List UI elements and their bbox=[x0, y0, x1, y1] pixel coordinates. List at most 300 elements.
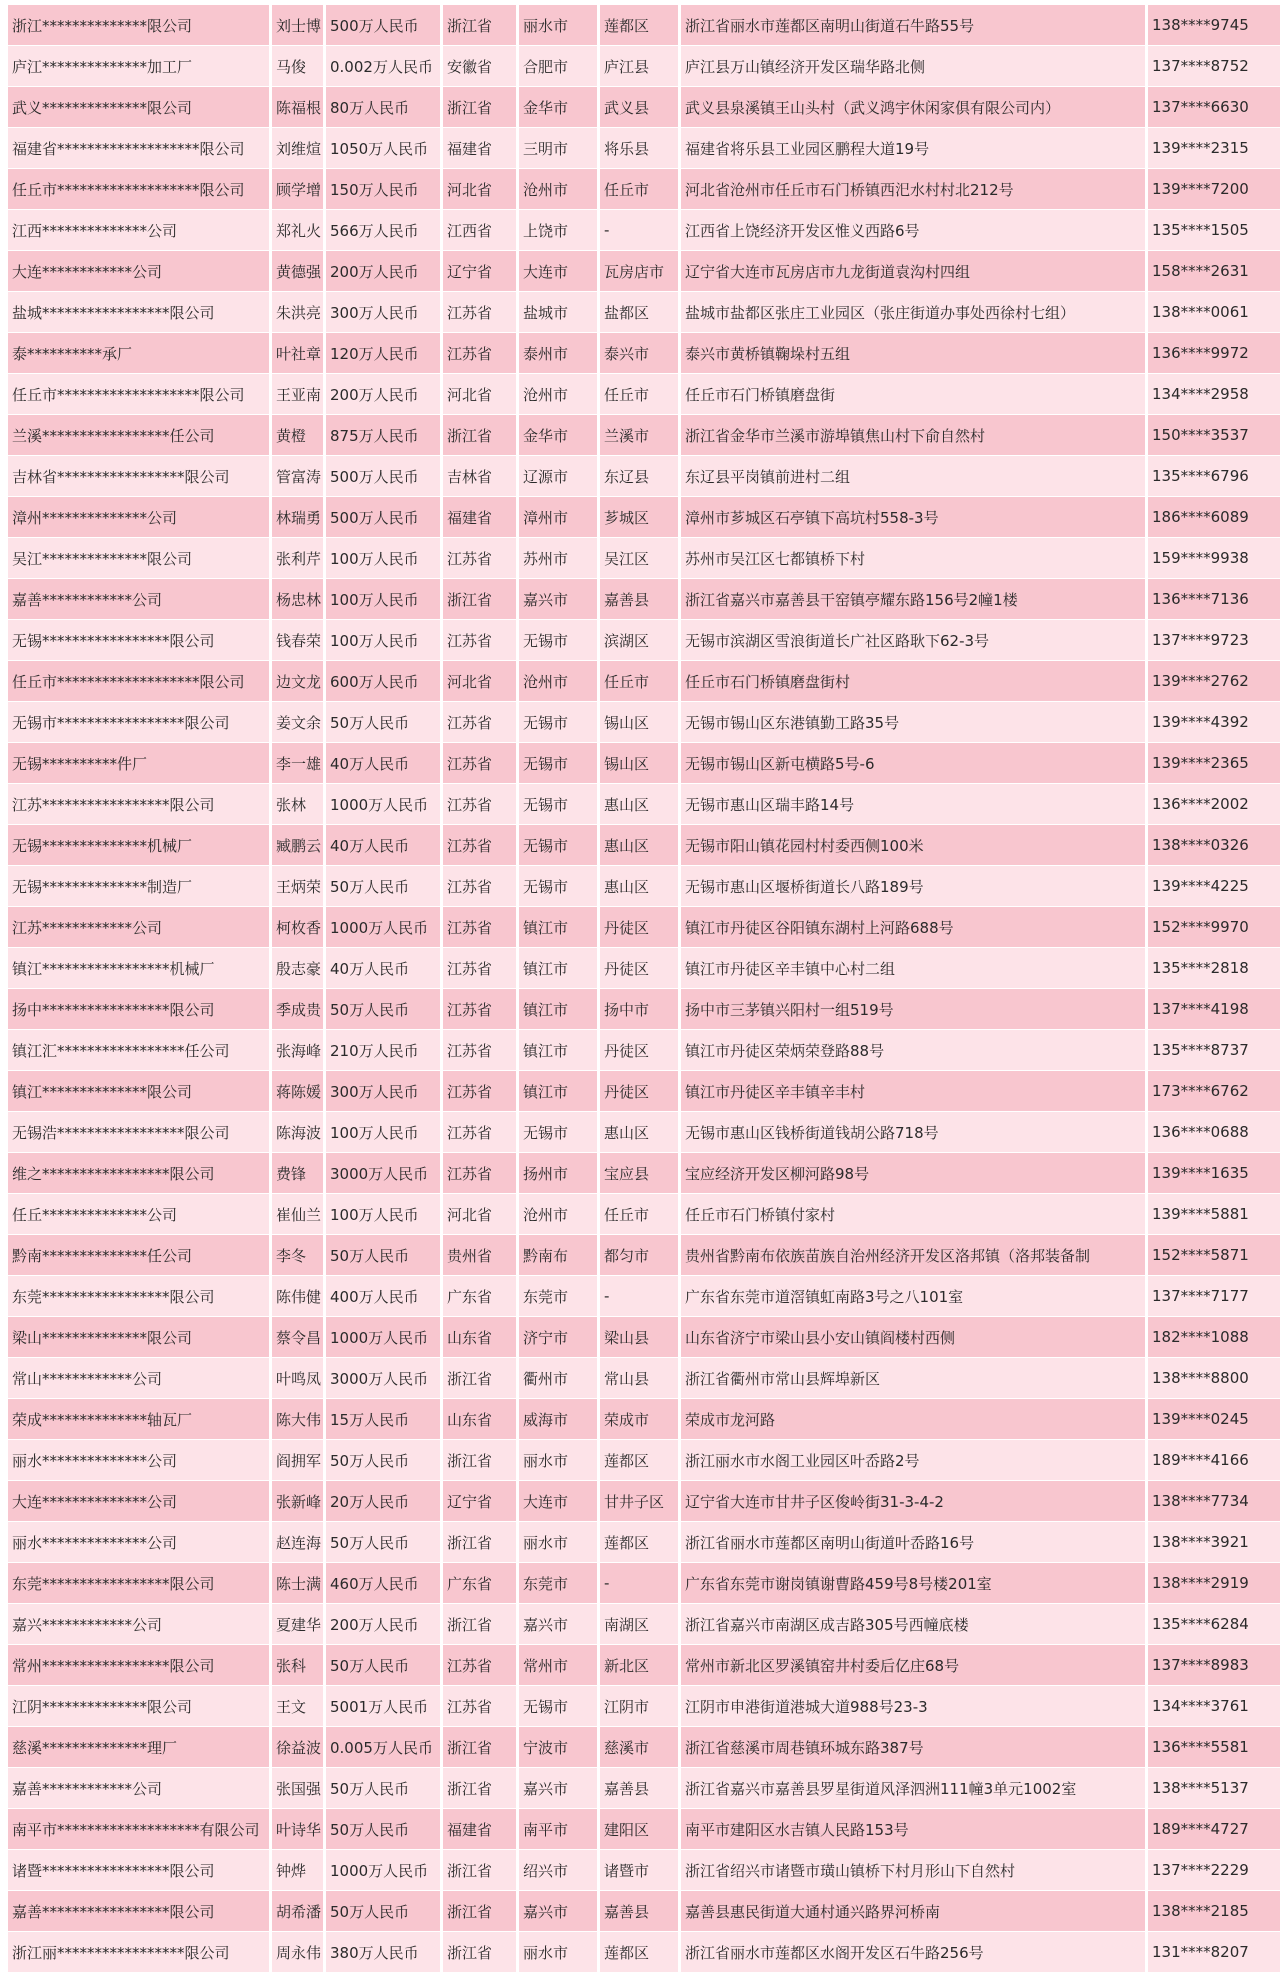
city-cell: 无锡市 bbox=[519, 620, 597, 661]
registered-capital-cell: 200万人民币 bbox=[326, 251, 440, 292]
legal-person-cell: 边文龙 bbox=[272, 661, 323, 702]
company-name-cell: 任丘市*******************限公司 bbox=[8, 374, 269, 415]
company-name-cell: 嘉善************公司 bbox=[8, 1768, 269, 1809]
phone-cell: 136****2002 bbox=[1148, 784, 1280, 825]
phone-cell: 136****0688 bbox=[1148, 1112, 1280, 1153]
phone-cell: 138****7734 bbox=[1148, 1481, 1280, 1522]
legal-person-cell: 黄橙 bbox=[272, 415, 323, 456]
registered-capital-cell: 300万人民币 bbox=[326, 292, 440, 333]
company-name-cell: 荣成**************轴瓦厂 bbox=[8, 1399, 269, 1440]
address-cell: 泰兴市黄桥镇鞠垛村五组 bbox=[681, 333, 1145, 374]
district-cell: 任丘市 bbox=[600, 374, 678, 415]
province-cell: 河北省 bbox=[443, 374, 516, 415]
table-row bbox=[8, 579, 1280, 620]
city-cell: 绍兴市 bbox=[519, 1850, 597, 1891]
company-name-cell: 漳州**************公司 bbox=[8, 497, 269, 538]
company-name-cell: 无锡浩*****************限公司 bbox=[8, 1112, 269, 1153]
address-cell: 镇江市丹徒区谷阳镇东湖村上河路688号 bbox=[681, 907, 1145, 948]
registered-capital-cell: 210万人民币 bbox=[326, 1030, 440, 1071]
phone-cell: 173****6762 bbox=[1148, 1071, 1280, 1112]
legal-person-cell: 李冬 bbox=[272, 1235, 323, 1276]
province-cell: 江苏省 bbox=[443, 1030, 516, 1071]
table-row bbox=[8, 948, 1280, 989]
address-cell: 无锡市阳山镇花园村村委西侧100米 bbox=[681, 825, 1145, 866]
district-cell: 瓦房店市 bbox=[600, 251, 678, 292]
phone-cell: 137****9723 bbox=[1148, 620, 1280, 661]
district-cell: - bbox=[600, 1276, 678, 1317]
company-name-cell: 江阴**************限公司 bbox=[8, 1686, 269, 1727]
city-cell: 三明市 bbox=[519, 128, 597, 169]
legal-person-cell: 张科 bbox=[272, 1645, 323, 1686]
address-cell: 浙江省嘉兴市嘉善县罗星街道风泽泗洲111幢3单元1002室 bbox=[681, 1768, 1145, 1809]
registered-capital-cell: 566万人民币 bbox=[326, 210, 440, 251]
city-cell: 嘉兴市 bbox=[519, 1768, 597, 1809]
company-name-cell: 浙江丽*****************限公司 bbox=[8, 1932, 269, 1973]
phone-cell: 139****2315 bbox=[1148, 128, 1280, 169]
table-row bbox=[8, 702, 1280, 743]
registered-capital-cell: 100万人民币 bbox=[326, 579, 440, 620]
registered-capital-cell: 100万人民币 bbox=[326, 538, 440, 579]
company-name-cell: 维之*****************限公司 bbox=[8, 1153, 269, 1194]
province-cell: 江苏省 bbox=[443, 743, 516, 784]
legal-person-cell: 马俊 bbox=[272, 46, 323, 87]
phone-cell: 138****8800 bbox=[1148, 1358, 1280, 1399]
district-cell: 莲都区 bbox=[600, 1522, 678, 1563]
registered-capital-cell: 100万人民币 bbox=[326, 620, 440, 661]
city-cell: 济宁市 bbox=[519, 1317, 597, 1358]
phone-cell: 139****0245 bbox=[1148, 1399, 1280, 1440]
city-cell: 无锡市 bbox=[519, 1686, 597, 1727]
phone-cell: 138****2919 bbox=[1148, 1563, 1280, 1604]
legal-person-cell: 周永伟 bbox=[272, 1932, 323, 1973]
address-cell: 盐城市盐都区张庄工业园区（张庄街道办事处西徐村七组） bbox=[681, 292, 1145, 333]
phone-cell: 135****8737 bbox=[1148, 1030, 1280, 1071]
table-row bbox=[8, 1235, 1280, 1276]
registered-capital-cell: 300万人民币 bbox=[326, 1071, 440, 1112]
company-name-cell: 庐江**************加工厂 bbox=[8, 46, 269, 87]
city-cell: 嘉兴市 bbox=[519, 1604, 597, 1645]
city-cell: 丽水市 bbox=[519, 1440, 597, 1481]
company-name-cell: 常州*****************限公司 bbox=[8, 1645, 269, 1686]
address-cell: 无锡市滨湖区雪浪街道长广社区路耿下62-3号 bbox=[681, 620, 1145, 661]
phone-cell: 158****2631 bbox=[1148, 251, 1280, 292]
legal-person-cell: 陈福根 bbox=[272, 87, 323, 128]
company-name-cell: 慈溪**************理厂 bbox=[8, 1727, 269, 1768]
registered-capital-cell: 500万人民币 bbox=[326, 456, 440, 497]
table-row bbox=[8, 46, 1280, 87]
table-row bbox=[8, 1153, 1280, 1194]
address-cell: 江阴市申港街道港城大道988号23-3 bbox=[681, 1686, 1145, 1727]
company-name-cell: 东莞*****************限公司 bbox=[8, 1276, 269, 1317]
district-cell: 武义县 bbox=[600, 87, 678, 128]
company-name-cell: 浙江**************限公司 bbox=[8, 5, 269, 46]
phone-cell: 139****7200 bbox=[1148, 169, 1280, 210]
phone-cell: 135****2818 bbox=[1148, 948, 1280, 989]
company-name-cell: 任丘市*******************限公司 bbox=[8, 661, 269, 702]
phone-cell: 182****1088 bbox=[1148, 1317, 1280, 1358]
company-name-cell: 无锡**************机械厂 bbox=[8, 825, 269, 866]
table-row bbox=[8, 1030, 1280, 1071]
table-row bbox=[8, 1686, 1280, 1727]
province-cell: 浙江省 bbox=[443, 1850, 516, 1891]
table-row bbox=[8, 292, 1280, 333]
table-row bbox=[8, 825, 1280, 866]
company-name-cell: 任丘市*******************限公司 bbox=[8, 169, 269, 210]
city-cell: 衢州市 bbox=[519, 1358, 597, 1399]
table-row bbox=[8, 87, 1280, 128]
legal-person-cell: 陈伟健 bbox=[272, 1276, 323, 1317]
legal-person-cell: 张林 bbox=[272, 784, 323, 825]
registered-capital-cell: 80万人民币 bbox=[326, 87, 440, 128]
province-cell: 江苏省 bbox=[443, 702, 516, 743]
table-row bbox=[8, 620, 1280, 661]
company-name-cell: 诸暨*****************限公司 bbox=[8, 1850, 269, 1891]
district-cell: 盐都区 bbox=[600, 292, 678, 333]
district-cell: 任丘市 bbox=[600, 1194, 678, 1235]
company-name-cell: 镇江汇*****************任公司 bbox=[8, 1030, 269, 1071]
province-cell: 辽宁省 bbox=[443, 251, 516, 292]
district-cell: 新北区 bbox=[600, 1645, 678, 1686]
province-cell: 河北省 bbox=[443, 661, 516, 702]
city-cell: 镇江市 bbox=[519, 948, 597, 989]
legal-person-cell: 张新峰 bbox=[272, 1481, 323, 1522]
phone-cell: 137****4198 bbox=[1148, 989, 1280, 1030]
registered-capital-cell: 150万人民币 bbox=[326, 169, 440, 210]
phone-cell: 139****2365 bbox=[1148, 743, 1280, 784]
province-cell: 江苏省 bbox=[443, 538, 516, 579]
address-cell: 浙江省慈溪市周巷镇环城东路387号 bbox=[681, 1727, 1145, 1768]
district-cell: 兰溪市 bbox=[600, 415, 678, 456]
city-cell: 苏州市 bbox=[519, 538, 597, 579]
registered-capital-cell: 500万人民币 bbox=[326, 5, 440, 46]
registered-capital-cell: 50万人民币 bbox=[326, 1809, 440, 1850]
company-name-cell: 镇江*****************机械厂 bbox=[8, 948, 269, 989]
registered-capital-cell: 3000万人民币 bbox=[326, 1358, 440, 1399]
address-cell: 东辽县平岗镇前进村二组 bbox=[681, 456, 1145, 497]
table-row bbox=[8, 1358, 1280, 1399]
district-cell: 嘉善县 bbox=[600, 579, 678, 620]
city-cell: 上饶市 bbox=[519, 210, 597, 251]
district-cell: 莲都区 bbox=[600, 5, 678, 46]
province-cell: 河北省 bbox=[443, 169, 516, 210]
table-row bbox=[8, 1768, 1280, 1809]
table-row bbox=[8, 1932, 1280, 1973]
phone-cell: 138****0061 bbox=[1148, 292, 1280, 333]
phone-cell: 134****2958 bbox=[1148, 374, 1280, 415]
address-cell: 扬中市三茅镇兴阳村一组519号 bbox=[681, 989, 1145, 1030]
address-cell: 无锡市惠山区瑞丰路14号 bbox=[681, 784, 1145, 825]
table-row bbox=[8, 1727, 1280, 1768]
district-cell: 将乐县 bbox=[600, 128, 678, 169]
province-cell: 江苏省 bbox=[443, 825, 516, 866]
city-cell: 无锡市 bbox=[519, 825, 597, 866]
registered-capital-cell: 875万人民币 bbox=[326, 415, 440, 456]
province-cell: 浙江省 bbox=[443, 1604, 516, 1645]
table-row bbox=[8, 989, 1280, 1030]
registered-capital-cell: 40万人民币 bbox=[326, 743, 440, 784]
table-row bbox=[8, 1522, 1280, 1563]
province-cell: 浙江省 bbox=[443, 1727, 516, 1768]
company-name-cell: 丽水**************公司 bbox=[8, 1522, 269, 1563]
company-name-cell: 无锡**************制造厂 bbox=[8, 866, 269, 907]
city-cell: 沧州市 bbox=[519, 374, 597, 415]
district-cell: 扬中市 bbox=[600, 989, 678, 1030]
district-cell: 泰兴市 bbox=[600, 333, 678, 374]
province-cell: 江苏省 bbox=[443, 1112, 516, 1153]
table-row bbox=[8, 1112, 1280, 1153]
company-name-cell: 江苏************公司 bbox=[8, 907, 269, 948]
city-cell: 沧州市 bbox=[519, 1194, 597, 1235]
registered-capital-cell: 1050万人民币 bbox=[326, 128, 440, 169]
table-body bbox=[8, 5, 1280, 1973]
registered-capital-cell: 50万人民币 bbox=[326, 1891, 440, 1932]
table-row bbox=[8, 743, 1280, 784]
legal-person-cell: 刘维煊 bbox=[272, 128, 323, 169]
district-cell: 荣成市 bbox=[600, 1399, 678, 1440]
address-cell: 辽宁省大连市瓦房店市九龙街道袁沟村四组 bbox=[681, 251, 1145, 292]
district-cell: 都匀市 bbox=[600, 1235, 678, 1276]
legal-person-cell: 叶诗华 bbox=[272, 1809, 323, 1850]
phone-cell: 152****9970 bbox=[1148, 907, 1280, 948]
phone-cell: 138****3921 bbox=[1148, 1522, 1280, 1563]
province-cell: 广东省 bbox=[443, 1563, 516, 1604]
city-cell: 辽源市 bbox=[519, 456, 597, 497]
address-cell: 浙江省嘉兴市嘉善县干窑镇亭耀东路156号2幢1楼 bbox=[681, 579, 1145, 620]
district-cell: 丹徒区 bbox=[600, 1071, 678, 1112]
district-cell: 江阴市 bbox=[600, 1686, 678, 1727]
company-name-cell: 江西**************公司 bbox=[8, 210, 269, 251]
district-cell: 丹徒区 bbox=[600, 907, 678, 948]
province-cell: 浙江省 bbox=[443, 415, 516, 456]
city-cell: 泰州市 bbox=[519, 333, 597, 374]
district-cell: 梁山县 bbox=[600, 1317, 678, 1358]
address-cell: 广东省东莞市谢岗镇谢曹路459号8号楼201室 bbox=[681, 1563, 1145, 1604]
table-row bbox=[8, 784, 1280, 825]
legal-person-cell: 徐益波 bbox=[272, 1727, 323, 1768]
district-cell: 任丘市 bbox=[600, 169, 678, 210]
city-cell: 宁波市 bbox=[519, 1727, 597, 1768]
legal-person-cell: 陈海波 bbox=[272, 1112, 323, 1153]
address-cell: 浙江丽水市水阁工业园区叶岙路2号 bbox=[681, 1440, 1145, 1481]
district-cell: 莲都区 bbox=[600, 1932, 678, 1973]
phone-cell: 186****6089 bbox=[1148, 497, 1280, 538]
registered-capital-cell: 600万人民币 bbox=[326, 661, 440, 702]
company-name-cell: 任丘**************公司 bbox=[8, 1194, 269, 1235]
province-cell: 贵州省 bbox=[443, 1235, 516, 1276]
legal-person-cell: 张利芹 bbox=[272, 538, 323, 579]
registered-capital-cell: 50万人民币 bbox=[326, 1645, 440, 1686]
legal-person-cell: 叶社章 bbox=[272, 333, 323, 374]
registered-capital-cell: 40万人民币 bbox=[326, 948, 440, 989]
table-row bbox=[8, 1604, 1280, 1645]
legal-person-cell: 杨忠林 bbox=[272, 579, 323, 620]
province-cell: 福建省 bbox=[443, 497, 516, 538]
registered-capital-cell: 200万人民币 bbox=[326, 374, 440, 415]
district-cell: 惠山区 bbox=[600, 825, 678, 866]
city-cell: 东莞市 bbox=[519, 1563, 597, 1604]
company-name-cell: 嘉善*****************限公司 bbox=[8, 1891, 269, 1932]
district-cell: 锡山区 bbox=[600, 743, 678, 784]
registered-capital-cell: 40万人民币 bbox=[326, 825, 440, 866]
address-cell: 浙江省衢州市常山县辉埠新区 bbox=[681, 1358, 1145, 1399]
address-cell: 浙江省绍兴市诸暨市璜山镇桥下村月形山下自然村 bbox=[681, 1850, 1145, 1891]
table-row bbox=[8, 661, 1280, 702]
address-cell: 辽宁省大连市甘井子区俊岭街31-3-4-2 bbox=[681, 1481, 1145, 1522]
table-row bbox=[8, 128, 1280, 169]
address-cell: 无锡市锡山区新屯横路5号-6 bbox=[681, 743, 1145, 784]
city-cell: 盐城市 bbox=[519, 292, 597, 333]
phone-cell: 189****4727 bbox=[1148, 1809, 1280, 1850]
province-cell: 浙江省 bbox=[443, 1522, 516, 1563]
registered-capital-cell: 200万人民币 bbox=[326, 1604, 440, 1645]
province-cell: 江苏省 bbox=[443, 1153, 516, 1194]
province-cell: 河北省 bbox=[443, 1194, 516, 1235]
district-cell: 任丘市 bbox=[600, 661, 678, 702]
address-cell: 福建省将乐县工业园区鹏程大道19号 bbox=[681, 128, 1145, 169]
registered-capital-cell: 460万人民币 bbox=[326, 1563, 440, 1604]
address-cell: 广东省东莞市道滘镇虹南路3号之八101室 bbox=[681, 1276, 1145, 1317]
phone-cell: 139****4392 bbox=[1148, 702, 1280, 743]
address-cell: 常州市新北区罗溪镇窑井村委后亿庄68号 bbox=[681, 1645, 1145, 1686]
city-cell: 金华市 bbox=[519, 87, 597, 128]
province-cell: 浙江省 bbox=[443, 1358, 516, 1399]
company-name-cell: 吴江**************限公司 bbox=[8, 538, 269, 579]
legal-person-cell: 朱洪亮 bbox=[272, 292, 323, 333]
legal-person-cell: 钟烨 bbox=[272, 1850, 323, 1891]
table-row bbox=[8, 538, 1280, 579]
province-cell: 广东省 bbox=[443, 1276, 516, 1317]
district-cell: 嘉善县 bbox=[600, 1768, 678, 1809]
company-name-cell: 黔南**************任公司 bbox=[8, 1235, 269, 1276]
registered-capital-cell: 1000万人民币 bbox=[326, 1317, 440, 1358]
company-name-cell: 丽水**************公司 bbox=[8, 1440, 269, 1481]
phone-cell: 159****9938 bbox=[1148, 538, 1280, 579]
company-name-cell: 江苏*****************限公司 bbox=[8, 784, 269, 825]
table-row bbox=[8, 251, 1280, 292]
address-cell: 贵州省黔南布依族苗族自治州经济开发区洛邦镇（洛邦装备制 bbox=[681, 1235, 1145, 1276]
table-row bbox=[8, 1563, 1280, 1604]
city-cell: 丽水市 bbox=[519, 1932, 597, 1973]
registered-capital-cell: 400万人民币 bbox=[326, 1276, 440, 1317]
address-cell: 南平市建阳区水吉镇人民路153号 bbox=[681, 1809, 1145, 1850]
address-cell: 镇江市丹徒区辛丰镇中心村二组 bbox=[681, 948, 1145, 989]
registered-capital-cell: 5001万人民币 bbox=[326, 1686, 440, 1727]
phone-cell: 137****8752 bbox=[1148, 46, 1280, 87]
registered-capital-cell: 50万人民币 bbox=[326, 1768, 440, 1809]
city-cell: 丽水市 bbox=[519, 1522, 597, 1563]
table-row bbox=[8, 907, 1280, 948]
table-row bbox=[8, 1645, 1280, 1686]
district-cell: 建阳区 bbox=[600, 1809, 678, 1850]
legal-person-cell: 季成贵 bbox=[272, 989, 323, 1030]
city-cell: 扬州市 bbox=[519, 1153, 597, 1194]
table-row bbox=[8, 374, 1280, 415]
province-cell: 福建省 bbox=[443, 1809, 516, 1850]
city-cell: 无锡市 bbox=[519, 1112, 597, 1153]
province-cell: 江苏省 bbox=[443, 989, 516, 1030]
address-cell: 浙江省丽水市莲都区水阁开发区石牛路256号 bbox=[681, 1932, 1145, 1973]
legal-person-cell: 殷志豪 bbox=[272, 948, 323, 989]
table-row bbox=[8, 169, 1280, 210]
legal-person-cell: 臧鹏云 bbox=[272, 825, 323, 866]
city-cell: 无锡市 bbox=[519, 743, 597, 784]
registered-capital-cell: 380万人民币 bbox=[326, 1932, 440, 1973]
company-name-cell: 大连**************公司 bbox=[8, 1481, 269, 1522]
city-cell: 镇江市 bbox=[519, 1030, 597, 1071]
district-cell: - bbox=[600, 210, 678, 251]
table-row bbox=[8, 415, 1280, 456]
legal-person-cell: 李一雄 bbox=[272, 743, 323, 784]
registered-capital-cell: 15万人民币 bbox=[326, 1399, 440, 1440]
legal-person-cell: 蒋陈媛 bbox=[272, 1071, 323, 1112]
legal-person-cell: 赵连海 bbox=[272, 1522, 323, 1563]
district-cell: 诸暨市 bbox=[600, 1850, 678, 1891]
company-name-cell: 盐城*****************限公司 bbox=[8, 292, 269, 333]
address-cell: 镇江市丹徒区辛丰镇辛丰村 bbox=[681, 1071, 1145, 1112]
city-cell: 镇江市 bbox=[519, 989, 597, 1030]
table-row bbox=[8, 1399, 1280, 1440]
district-cell: 东辽县 bbox=[600, 456, 678, 497]
table-row bbox=[8, 1891, 1280, 1932]
address-cell: 苏州市吴江区七都镇桥下村 bbox=[681, 538, 1145, 579]
district-cell: 庐江县 bbox=[600, 46, 678, 87]
province-cell: 浙江省 bbox=[443, 579, 516, 620]
city-cell: 镇江市 bbox=[519, 907, 597, 948]
legal-person-cell: 陈士满 bbox=[272, 1563, 323, 1604]
company-name-cell: 嘉善************公司 bbox=[8, 579, 269, 620]
table-row bbox=[8, 866, 1280, 907]
address-cell: 任丘市石门桥镇付家村 bbox=[681, 1194, 1145, 1235]
registered-capital-cell: 100万人民币 bbox=[326, 1194, 440, 1235]
district-cell: 慈溪市 bbox=[600, 1727, 678, 1768]
district-cell: 芗城区 bbox=[600, 497, 678, 538]
legal-person-cell: 郑礼火 bbox=[272, 210, 323, 251]
phone-cell: 150****3537 bbox=[1148, 415, 1280, 456]
registered-capital-cell: 50万人民币 bbox=[326, 702, 440, 743]
phone-cell: 135****6796 bbox=[1148, 456, 1280, 497]
district-cell: 惠山区 bbox=[600, 866, 678, 907]
city-cell: 无锡市 bbox=[519, 702, 597, 743]
legal-person-cell: 蔡令昌 bbox=[272, 1317, 323, 1358]
table-row bbox=[8, 333, 1280, 374]
phone-cell: 189****4166 bbox=[1148, 1440, 1280, 1481]
province-cell: 安徽省 bbox=[443, 46, 516, 87]
company-name-cell: 梁山**************限公司 bbox=[8, 1317, 269, 1358]
company-name-cell: 扬中*****************限公司 bbox=[8, 989, 269, 1030]
province-cell: 江苏省 bbox=[443, 292, 516, 333]
company-name-cell: 东莞*****************限公司 bbox=[8, 1563, 269, 1604]
city-cell: 大连市 bbox=[519, 251, 597, 292]
province-cell: 山东省 bbox=[443, 1317, 516, 1358]
legal-person-cell: 王亚南 bbox=[272, 374, 323, 415]
registered-capital-cell: 1000万人民币 bbox=[326, 907, 440, 948]
legal-person-cell: 张国强 bbox=[272, 1768, 323, 1809]
city-cell: 金华市 bbox=[519, 415, 597, 456]
company-name-cell: 泰**********承厂 bbox=[8, 333, 269, 374]
district-cell: 锡山区 bbox=[600, 702, 678, 743]
address-cell: 浙江省丽水市莲都区南明山街道叶岙路16号 bbox=[681, 1522, 1145, 1563]
province-cell: 江苏省 bbox=[443, 1686, 516, 1727]
city-cell: 镇江市 bbox=[519, 1071, 597, 1112]
phone-cell: 139****5881 bbox=[1148, 1194, 1280, 1235]
phone-cell: 135****6284 bbox=[1148, 1604, 1280, 1645]
registered-capital-cell: 3000万人民币 bbox=[326, 1153, 440, 1194]
company-name-cell: 无锡*****************限公司 bbox=[8, 620, 269, 661]
legal-person-cell: 崔仙兰 bbox=[272, 1194, 323, 1235]
registered-capital-cell: 500万人民币 bbox=[326, 497, 440, 538]
legal-person-cell: 管富涛 bbox=[272, 456, 323, 497]
phone-cell: 137****2229 bbox=[1148, 1850, 1280, 1891]
